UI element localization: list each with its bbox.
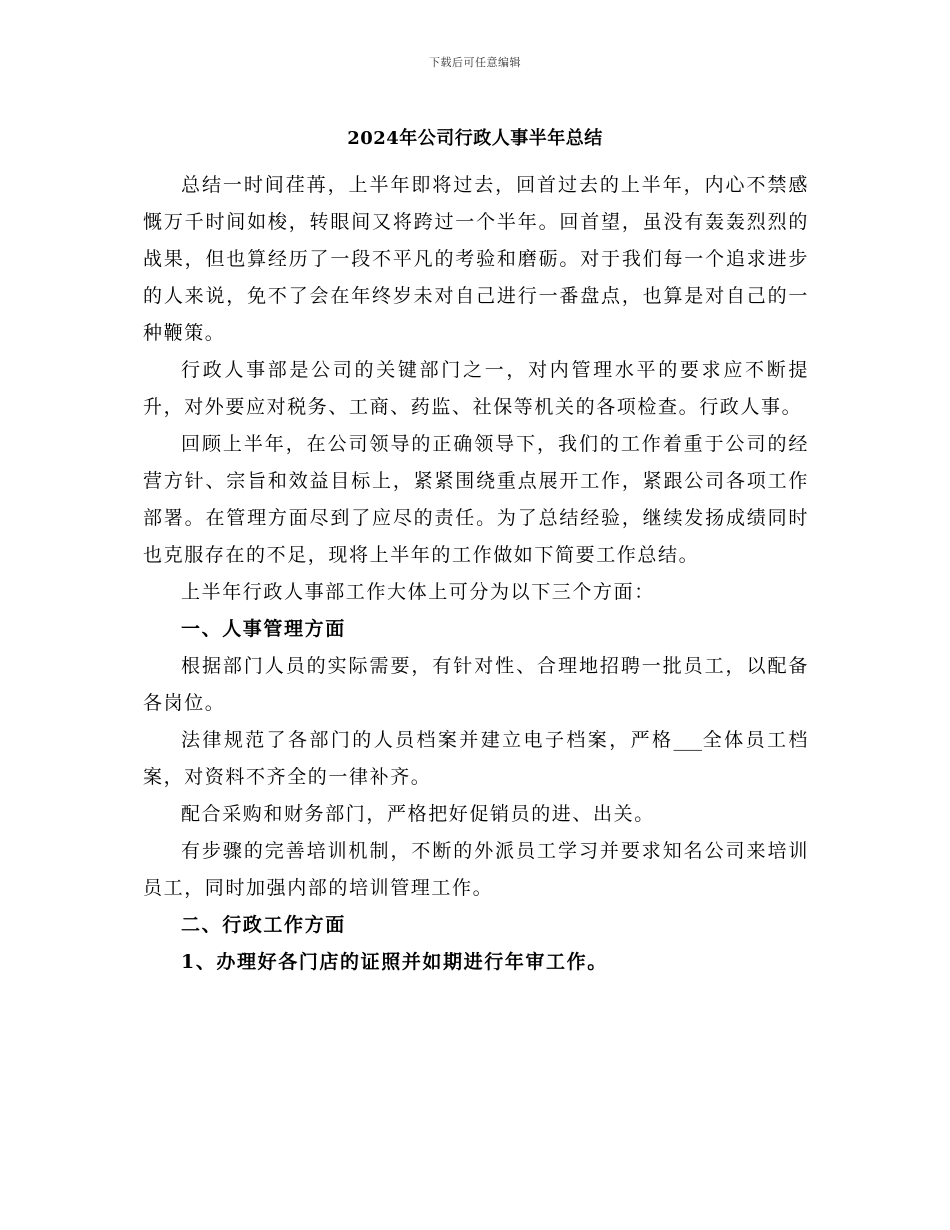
page-header-note: 下载后可任意编辑 [429, 56, 521, 69]
paragraph-department-role: 行政人事部是公司的关键部门之一，对内管理水平的要求应不断提升，对外要应对税务、工商、药监、社保等机关的各项检查。行政人事。 [143, 359, 809, 418]
subsection-heading-licenses: 1、办理好各门店的证照并如期进行年审工作。 [181, 951, 608, 973]
archives-text-before: 法律规范了各部门的人员档案并建立电子档案，严格 [181, 729, 674, 751]
paragraph-intro: 总结一时间荏苒，上半年即将过去，回首过去的上半年，内心不禁感慨万千时间如梭，转眼间又将跨过一个半年。回首望，虽没有轰轰烈烈的战果，但也算经历了一段不平凡的考验和磨砺。对于我们每一个追求进步的人来说，免不了会在年终岁未对自己进行一番盘点，也算是对自己的一种鞭策。 [143, 174, 809, 344]
section-heading-admin: 二、行政工作方面 [181, 914, 346, 936]
archives-blank: ___ [673, 729, 702, 751]
paragraph-overview: 上半年行政人事部工作大体上可分为以下三个方面： [181, 581, 655, 603]
paragraph-archives [143, 722, 809, 796]
paragraph-promoters: 配合采购和财务部门，严格把好促销员的进、出关。 [181, 803, 655, 825]
paragraph-review: 回顾上半年，在公司领导的正确领导下，我们的工作着重于公司的经营方针、宗旨和效益目标上，紧紧围绕重点展开工作，紧跟公司各项工作部署。在管理方面尽到了应尽的责任。为了总结经验，继续发扬成绩同时也克服存在的不足，现将上半年的工作做如下简要工作总结。 [143, 433, 809, 566]
section-heading-hr: 一、人事管理方面 [181, 618, 346, 640]
document-body [143, 167, 809, 981]
archives-text-after: 全体员工档案，对资料不齐全的一律补齐。 [143, 729, 809, 788]
paragraph-recruitment: 根据部门人员的实际需要，有针对性、合理地招聘一批员工，以配备各岗位。 [143, 655, 809, 714]
document-title: 2024年公司行政人事半年总结 [347, 128, 603, 149]
paragraph-training: 有步骤的完善培训机制，不断的外派员工学习并要求知名公司来培训员工，同时加强内部的培训管理工作。 [143, 840, 809, 899]
